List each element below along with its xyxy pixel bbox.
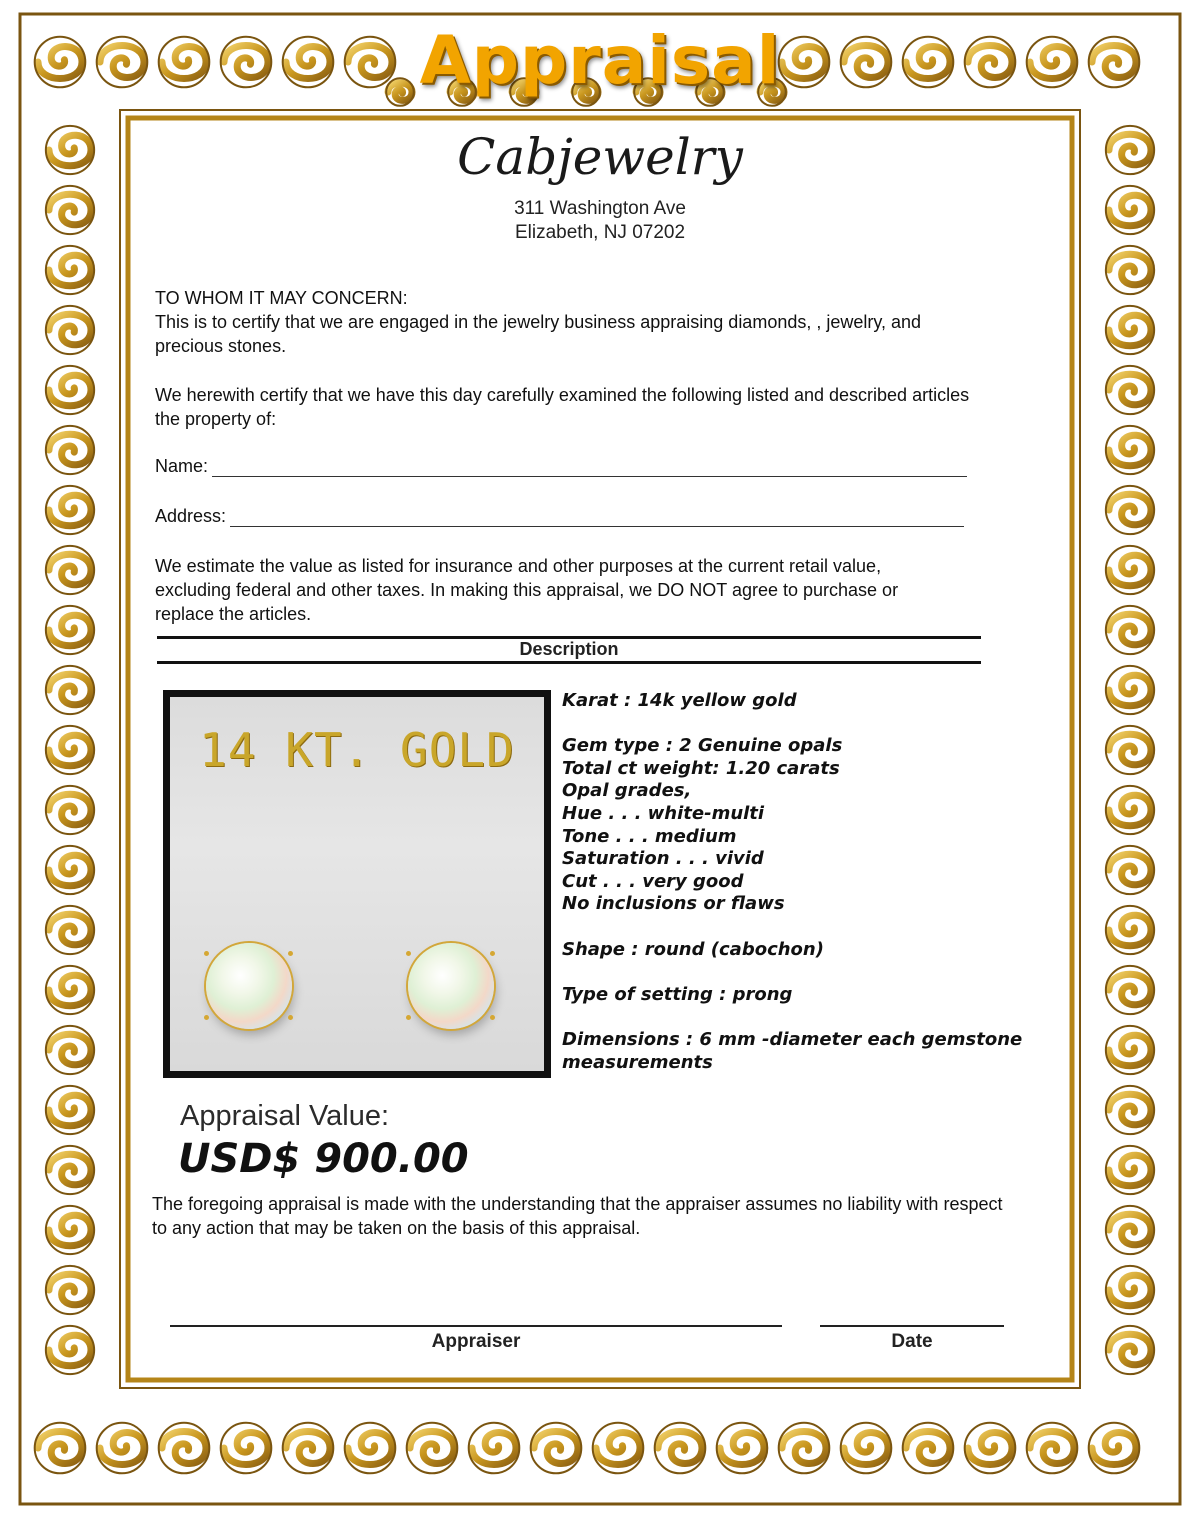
spec-dimensions: Dimensions : 6 mm -diameter each gemstone measurements	[562, 1028, 1023, 1073]
frame-scroll-ornament	[906, 1432, 950, 1464]
frame-scroll-ornament	[1109, 494, 1151, 524]
frame-scroll-ornament	[782, 1432, 826, 1464]
frame-scroll-ornament	[1109, 1334, 1151, 1364]
frame-scroll-ornament	[1030, 1432, 1074, 1464]
frame-scroll-ornament	[162, 1432, 206, 1464]
spec-total-weight: Total ct weight: 1.20 carats	[562, 757, 840, 779]
appraiser-signature-line[interactable]	[170, 1325, 782, 1327]
frame-scroll-ornament	[49, 554, 91, 584]
spec-cut: Cut . . . very good	[562, 870, 744, 892]
frame-scroll-ornament	[49, 495, 91, 525]
frame-scroll-ornament	[348, 1433, 392, 1465]
liability-disclaimer: The foregoing appraisal is made with the understanding that the appraiser assumes no liability with respect to any action that may be taken on the basis of this appraisal.	[152, 1194, 1003, 1238]
document-title: Appraisal	[419, 22, 781, 99]
frame-scroll-ornament	[1092, 46, 1136, 78]
company-address-line2: Elizabeth, NJ 07202	[514, 222, 686, 243]
gem-specifications	[562, 690, 1062, 1074]
frame-scroll-ornament	[968, 46, 1012, 78]
spec-hue: Hue . . . white-multi	[562, 802, 765, 824]
name-field-line[interactable]	[212, 458, 967, 477]
opal-earring-left	[206, 943, 292, 1029]
certify-business-paragraph: This is to certify that we are engaged in the jewelry business appraising diamonds, , jewelry, and precious stones.	[155, 312, 922, 356]
appraisal-value-label: Appraisal Value:	[180, 1100, 390, 1132]
frame-scroll-ornament	[1109, 1214, 1151, 1244]
frame-scroll-ornament	[49, 855, 91, 885]
frame-scroll-ornament	[968, 1433, 1012, 1465]
frame-scroll-ornament	[49, 615, 91, 645]
frame-scroll-ornament	[49, 914, 91, 944]
frame-scroll-ornament	[49, 1154, 91, 1184]
appraisal-value-amount: USD$ 900.00	[178, 1136, 469, 1182]
frame-scroll-ornament	[1109, 795, 1151, 825]
spec-spacer	[562, 713, 1062, 736]
frame-scroll-ornament	[1109, 1275, 1151, 1305]
frame-scroll-ornament	[49, 255, 91, 285]
frame-scroll-ornament	[534, 1432, 578, 1464]
earrings-photo	[163, 690, 551, 1078]
frame-scroll-ornament	[844, 1433, 888, 1465]
spec-spacer	[562, 961, 1062, 984]
frame-scroll-ornament	[1109, 675, 1151, 705]
frame-scroll-ornament	[1109, 435, 1151, 465]
frame-scroll-ornament	[1109, 915, 1151, 945]
name-field-row	[155, 456, 967, 477]
address-field-row	[155, 506, 964, 527]
spec-tone: Tone . . . medium	[562, 825, 737, 847]
frame-scroll-ornament	[38, 1432, 82, 1464]
frame-scroll-ornament	[286, 47, 330, 79]
frame-scroll-ornament	[224, 46, 268, 78]
frame-scroll-ornament	[49, 194, 91, 224]
address-field-line[interactable]	[230, 508, 964, 527]
photo-gold-stamp: 14 KT. GOLD	[199, 723, 515, 777]
spec-inclusions: No inclusions or flaws	[562, 893, 785, 915]
estimate-paragraph: We estimate the value as listed for insurance and other purposes at the current retail value, excluding federal and other taxes. In making this appraisal, we DO NOT agree to purchase or replace the articles.	[155, 556, 899, 624]
frame-scroll-ornament	[49, 1274, 91, 1304]
company-name: Cabjewelry	[457, 128, 743, 186]
frame-scroll-ornament	[162, 47, 206, 79]
frame-scroll-ornament	[286, 1432, 330, 1464]
appraiser-label: Appraiser	[431, 1331, 521, 1352]
frame-scroll-ornament	[1109, 374, 1151, 404]
frame-scroll-ornament	[49, 975, 91, 1005]
frame-scroll-ornament	[100, 1433, 144, 1465]
frame-scroll-ornament	[1109, 614, 1151, 644]
frame-scroll-ornament	[49, 794, 91, 824]
name-field-label: Name:	[155, 456, 209, 476]
frame-scroll-ornament	[1030, 47, 1074, 79]
frame-scroll-ornament	[1109, 854, 1151, 884]
frame-scroll-ornament	[1109, 134, 1151, 164]
frame-scroll-ornament	[906, 47, 950, 79]
spec-karat: Karat : 14k yellow gold	[562, 690, 797, 711]
frame-scroll-ornament	[1109, 974, 1151, 1004]
frame-scroll-ornament	[410, 1432, 454, 1464]
frame-scroll-ornament	[49, 135, 91, 165]
frame-scroll-ornament	[49, 1095, 91, 1125]
frame-scroll-ornament	[658, 1432, 702, 1464]
frame-scroll-ornament	[49, 1034, 91, 1064]
frame-scroll-ornament	[49, 314, 91, 344]
frame-scroll-ornament	[49, 434, 91, 464]
frame-scroll-ornament	[1109, 315, 1151, 345]
frame-scroll-ornament	[49, 1335, 91, 1365]
spec-spacer	[562, 1006, 1062, 1029]
date-label: Date	[891, 1331, 933, 1352]
frame-scroll-ornament	[49, 674, 91, 704]
frame-scroll-ornament	[49, 375, 91, 405]
date-signature-line[interactable]	[820, 1325, 1004, 1327]
spec-setting: Type of setting : prong	[562, 983, 793, 1005]
frame-scroll-ornament	[49, 735, 91, 765]
frame-scroll-ornament	[1109, 254, 1151, 284]
spec-spacer	[562, 916, 1062, 939]
spec-gem-type: Gem type : 2 Genuine opals	[562, 735, 843, 757]
address-field-label: Address:	[155, 506, 227, 526]
company-address-line1: 311 Washington Ave	[514, 198, 686, 219]
frame-scroll-ornament	[1109, 555, 1151, 585]
frame-scroll-ornament	[1109, 1094, 1151, 1124]
salutation: TO WHOM IT MAY CONCERN:	[155, 288, 408, 308]
description-heading: Description	[519, 639, 619, 659]
frame-scroll-ornament	[1109, 734, 1151, 764]
frame-scroll-ornament	[38, 47, 82, 79]
frame-scroll-ornament	[224, 1433, 268, 1465]
spec-opal-grades: Opal grades,	[562, 780, 692, 802]
frame-scroll-ornament	[1109, 195, 1151, 225]
spec-saturation: Saturation . . . vivid	[562, 848, 764, 870]
description-bottom-rule	[157, 661, 981, 664]
frame-scroll-ornament	[100, 46, 144, 78]
frame-scroll-ornament	[49, 1215, 91, 1245]
frame-scroll-ornament	[720, 1433, 764, 1465]
opal-earring-right	[408, 943, 494, 1029]
frame-scroll-ornament	[472, 1433, 516, 1465]
certify-examined-paragraph: We herewith certify that we have this day carefully examined the following listed and described articles the property of:	[155, 385, 970, 429]
frame-scroll-ornament	[1092, 1433, 1136, 1465]
frame-scroll-ornament	[596, 1433, 640, 1465]
spec-shape: Shape : round (cabochon)	[562, 938, 824, 960]
frame-scroll-ornament	[1109, 1035, 1151, 1065]
frame-scroll-ornament	[1109, 1155, 1151, 1185]
